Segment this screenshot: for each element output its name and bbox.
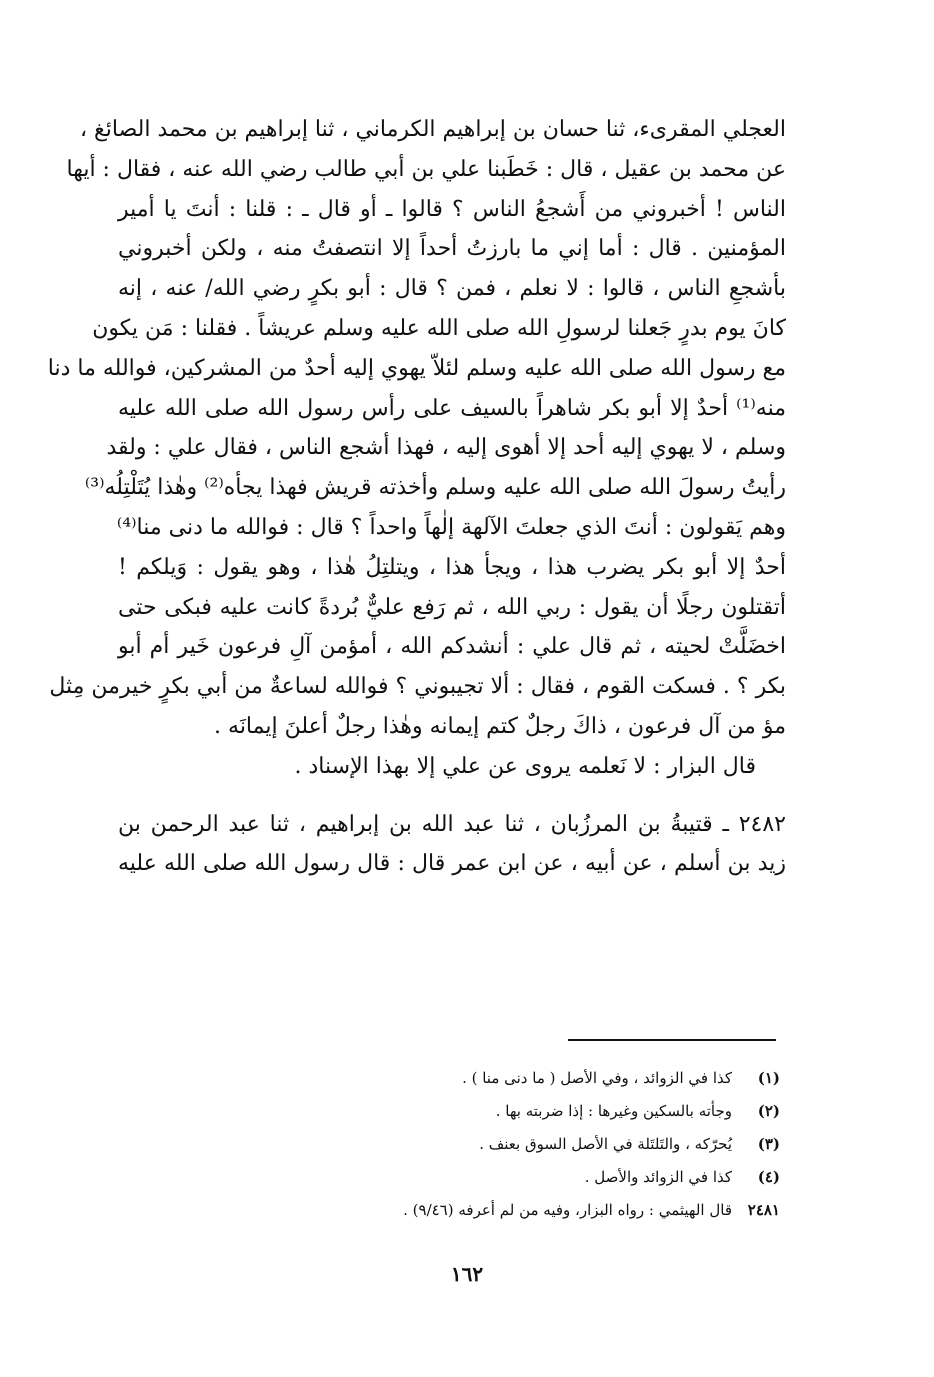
footnote-item xyxy=(300,1194,780,1227)
footnote-number: (٢) xyxy=(757,1102,780,1120)
text-line: الناس ! أخبروني من أَشجعُ الناس ؟ قالوا ـ أو قال ـ : قلنا : أنتَ يا أمير xyxy=(118,196,786,222)
footnote-item xyxy=(300,1095,780,1128)
main-text xyxy=(47,110,786,884)
paragraph-gap xyxy=(118,787,786,805)
text-line: العجلي المقرىء، ثنا حسان بن إبراهيم الكرماني ، ثنا إبراهيم بن محمد الصائغ ، xyxy=(79,117,786,142)
footnote-number: (٤) xyxy=(757,1168,780,1186)
footnote-number: ٢٤٨١ xyxy=(747,1201,780,1219)
text-line: اخضَلَّتْ لحيته ، ثم قال علي : أنشدكم الله ، أمؤمن آلِ فرعون خَير أم أبو xyxy=(118,634,786,660)
text-line: وهم يَقولون : أنتَ الذي جعلتَ الآلهة إلٰهاً واحداً ؟ قال : فوالله ما دنى منا⁽⁴⁾ xyxy=(116,514,786,540)
footnote-item xyxy=(300,1062,780,1095)
footnote-separator xyxy=(568,1039,776,1041)
text-line: أحدٌ إلا أبو بكر يضرب هذا ، ويجأ هذا ، ويتلتِلُ هٰذا ، وهو يقول : وَيلكم ! xyxy=(118,554,786,580)
footnote-number: (٣) xyxy=(757,1135,780,1153)
footnote-text: كذا في الزوائد ، وفي الأصل ( ما دنى منا ) . xyxy=(462,1069,732,1087)
text-line: مؤ من آل فرعون ، ذاكَ رجلٌ كتم إيمانه وهٰذا رجلٌ أعلنَ إيمانَه . xyxy=(214,713,786,739)
text-line: بأشجعِ الناس ، قالوا : لا نعلم ، فمن ؟ قال : أبو بكرٍ رضي الله/ عنه ، إنه xyxy=(118,276,786,302)
text-line: رأيتُ رسولَ الله صلى الله عليه وسلم وأخذته قريش فهذا يجأه⁽²⁾ وهٰذا يُتَلْتِلُه⁽³⁾ xyxy=(84,475,786,501)
text-line: وسلم ، لا يهوي إليه أحد إلا أهوى إليه ، فهذا أشجع الناس ، فقال علي : ولقد xyxy=(106,435,786,461)
footnote-text: قال الهيثمي : رواه البزار، وفيه من لم أعرفه (٩/٤٦) . xyxy=(403,1201,732,1219)
hadith-2482-line: ٢٤٨٢ ـ قتيبةُ بن المرزُبان ، ثنا عبد الله بن إبراهيم ، ثنا عبد الرحمن بن xyxy=(118,811,786,837)
bazzar-note: قال البزار : لا نَعلمه يروى عن علي إلا بهذا الإسناد . xyxy=(294,753,756,779)
text-line: المؤمنين . قال : أما إني ما بارزتُ أحداً إلا انتصفتُ منه ، ولكن أخبروني xyxy=(118,236,786,262)
footnote-item xyxy=(300,1128,780,1161)
text-line: عن محمد بن عقيل ، قال : خَطَبنا علي بن أبي طالب رضي الله عنه ، فقال : أيها xyxy=(66,156,786,182)
footnote-text: وجأته بالسكين وغيرها : إذا ضربته بها . xyxy=(495,1102,732,1120)
text-line: كانَ يوم بدرٍ جَعلنا لرسولِ الله صلى الله عليه وسلم عريشاً . فقلنا : مَن يكون xyxy=(92,315,786,341)
text-line: مع رسول الله صلى الله عليه وسلم لئلاّ يهوي إليه أحدٌ من المشركين، فوالله ما دنا xyxy=(47,355,786,381)
text-line: أتقتلون رجلًا أن يقول : ربي الله ، ثم رَفع عليٌّ بُردةً كانت عليه فبكى حتى xyxy=(118,594,786,620)
footnote-text: كذا في الزوائد والأصل . xyxy=(584,1168,732,1186)
footnote-item xyxy=(300,1161,780,1194)
page-number: ١٦٢ xyxy=(450,1262,484,1286)
footnotes xyxy=(300,1062,780,1227)
hadith-2482-line: زيد بن أسلم ، عن أبيه ، عن ابن عمر قال : قال رسول الله صلى الله عليه xyxy=(118,851,786,877)
text-line: بكر ؟ . فسكت القوم ، فقال : ألا تجيبوني ؟ فوالله لساعةٌ من أبي بكرٍ خيرمن مِثل xyxy=(49,674,786,700)
footnote-number: (١) xyxy=(757,1069,780,1087)
footnote-text: يُحرّكه ، والتَلتَلة في الأصل السوق بعنف . xyxy=(479,1135,732,1153)
text-line: منه⁽¹⁾ أحدٌ إلا أبو بكر شاهراً بالسيف على رأس رسول الله صلى الله عليه xyxy=(118,395,786,421)
